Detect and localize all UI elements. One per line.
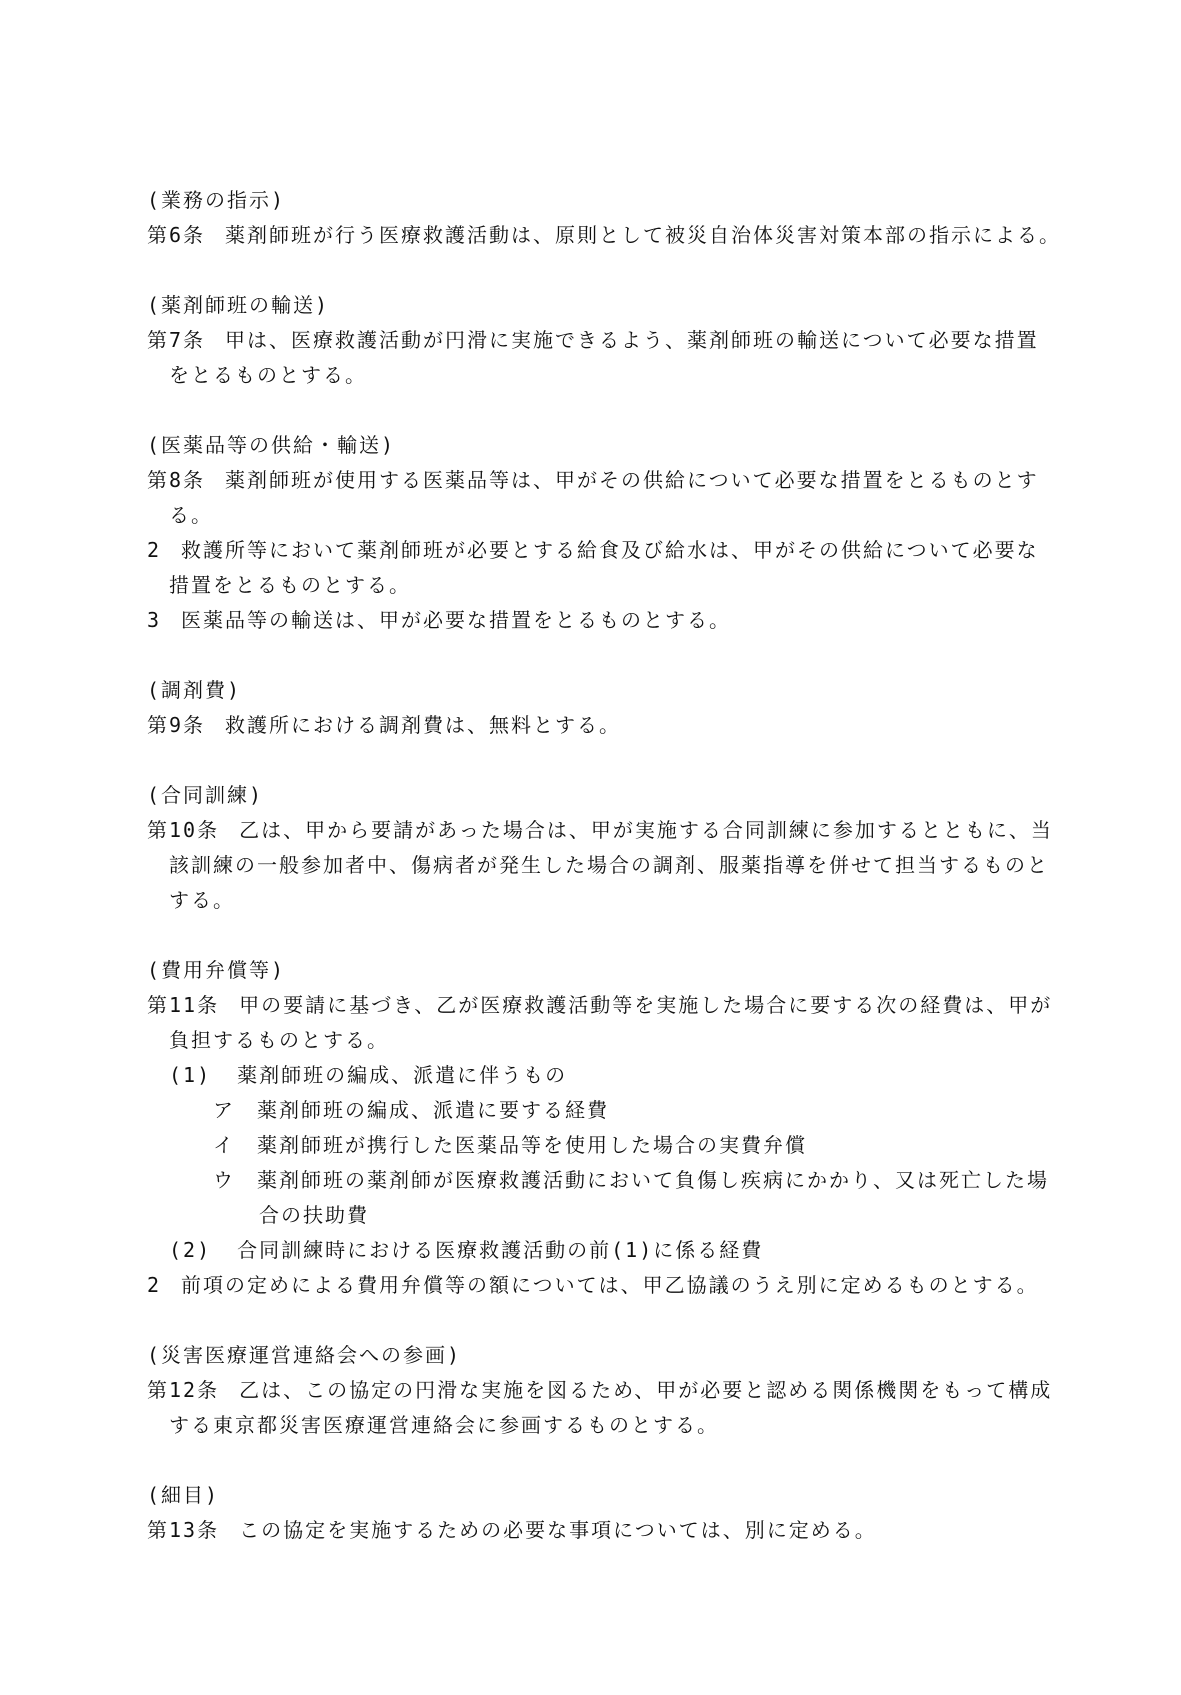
article-text-continued: る。 — [169, 503, 213, 527]
article-line — [147, 222, 1061, 248]
article-text-continued: する。 — [169, 888, 235, 912]
article-line — [147, 712, 621, 738]
paragraph-item — [147, 607, 731, 633]
kana-text: 薬剤師班の薬剤師が医療救護活動において負傷し疾病にかかり、又は死亡した場 — [257, 1168, 1049, 1192]
kana-item — [213, 1167, 1049, 1193]
article-number: 第9条 — [147, 713, 206, 737]
paragraph-text: 救護所等において薬剤師班が必要とする給食及び給水は、甲がその供給について必要な — [181, 538, 1039, 562]
section-heading: (調剤費) — [147, 678, 242, 702]
article-line — [147, 467, 1039, 493]
article-number: 第11条 — [147, 993, 220, 1017]
subitem-text: 合同訓練時における医療救護活動の前(1)に係る経費 — [237, 1238, 764, 1262]
section-heading: (災害医療運営連絡会への参画) — [147, 1343, 462, 1367]
kana-text-continued: 合の扶助費 — [259, 1203, 369, 1227]
subitem-number: (1) — [169, 1063, 212, 1087]
article-text-continued: する東京都災害医療運営連絡会に参画するものとする。 — [169, 1413, 719, 1437]
section-heading: (医薬品等の供給・輸送) — [147, 433, 396, 457]
subitem-text: 薬剤師班の編成、派遣に伴うもの — [237, 1063, 568, 1087]
section-heading: (費用弁償等) — [147, 958, 286, 982]
paragraph-item — [147, 1272, 1039, 1298]
article-line — [147, 992, 1052, 1018]
paragraph-text: 前項の定めによる費用弁償等の額については、甲乙協議のうえ別に定めるものとする。 — [181, 1273, 1039, 1297]
article-text: 薬剤師班が使用する医薬品等は、甲がその供給について必要な措置をとるものとす — [225, 468, 1039, 492]
kana-text: 薬剤師班の編成、派遣に要する経費 — [257, 1098, 609, 1122]
article-text-continued: をとるものとする。 — [169, 363, 367, 387]
subitem-number: (2) — [169, 1238, 212, 1262]
article-text: この協定を実施するための必要な事項については、別に定める。 — [239, 1518, 877, 1542]
subitem — [169, 1062, 567, 1088]
section-heading: (業務の指示) — [147, 188, 286, 212]
article-number: 第13条 — [147, 1518, 220, 1542]
article-line — [147, 817, 1053, 843]
article-text-continued: 負担するものとする。 — [169, 1028, 389, 1052]
article-line — [147, 1517, 877, 1543]
article-text: 乙は、この協定の円滑な実施を図るため、甲が必要と認める関係機関をもって構成 — [239, 1378, 1053, 1402]
article-number: 第6条 — [147, 223, 206, 247]
paragraph-number: 2 — [147, 1273, 162, 1297]
article-number: 第7条 — [147, 328, 206, 352]
kana-text: 薬剤師班が携行した医薬品等を使用した場合の実費弁償 — [257, 1133, 807, 1157]
article-text: 薬剤師班が行う医療救護活動は、原則として被災自治体災害対策本部の指示による。 — [225, 223, 1062, 247]
article-number: 第12条 — [147, 1378, 220, 1402]
article-text: 甲は、医療救護活動が円滑に実施できるよう、薬剤師班の輸送について必要な措置 — [225, 328, 1039, 352]
section-heading: (合同訓練) — [147, 783, 264, 807]
kana-mark: ア — [213, 1098, 235, 1122]
paragraph-text-continued: 措置をとるものとする。 — [169, 573, 411, 597]
paragraph-number: 2 — [147, 538, 162, 562]
paragraph-number: 3 — [147, 608, 162, 632]
article-text: 救護所における調剤費は、無料とする。 — [225, 713, 622, 737]
paragraph-text: 医薬品等の輸送は、甲が必要な措置をとるものとする。 — [181, 608, 732, 632]
kana-item — [213, 1132, 807, 1158]
section-heading: (細目) — [147, 1483, 220, 1507]
article-text: 甲の要請に基づき、乙が医療救護活動等を実施した場合に要する次の経費は、甲が — [239, 993, 1053, 1017]
article-text-continued: 該訓練の一般参加者中、傷病者が発生した場合の調剤、服薬指導を併せて担当するものと — [169, 853, 1049, 877]
article-line — [147, 1377, 1052, 1403]
article-line — [147, 327, 1039, 353]
kana-mark: ウ — [213, 1168, 235, 1192]
subitem — [169, 1237, 763, 1263]
paragraph-item — [147, 537, 1039, 563]
kana-item — [213, 1097, 609, 1123]
kana-mark: イ — [213, 1133, 235, 1157]
section-heading: (薬剤師班の輸送) — [147, 293, 330, 317]
article-number: 第10条 — [147, 818, 220, 842]
article-number: 第8条 — [147, 468, 206, 492]
article-text: 乙は、甲から要請があった場合は、甲が実施する合同訓練に参加するとともに、当 — [239, 818, 1053, 842]
